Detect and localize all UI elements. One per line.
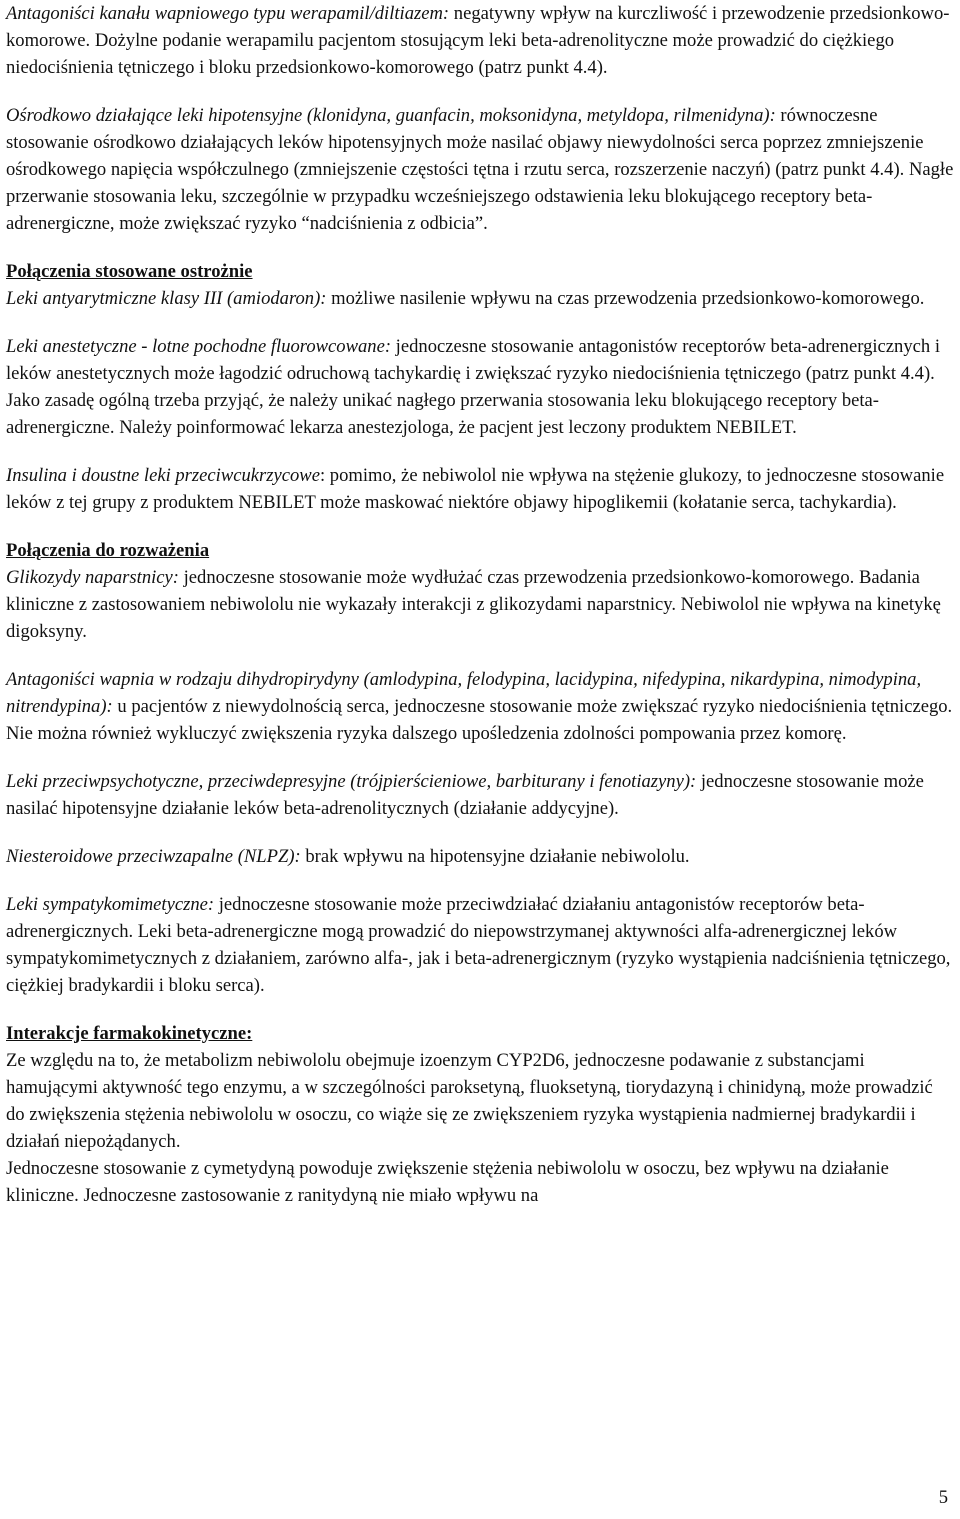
paragraph-antipsychotics [6, 768, 956, 822]
drug-class-label: Leki sympatykomimetyczne: [6, 894, 215, 915]
drug-class-label: Leki anestetyczne - lotne pochodne fluorowcowane: [6, 336, 392, 357]
paragraph-central-antihypertensives [6, 102, 956, 237]
paragraph-text: jednoczesne stosowanie może nasilać hipotensyjne działanie leków beta-adrenolitycznych (działanie addycyjne). [6, 771, 924, 819]
section-heading-pharmacokinetic: Interakcje farmakokinetyczne: [6, 1023, 253, 1044]
paragraph-cimetidine: Jednoczesne stosowanie z cymetydyną powoduje zwiększenie stężenia nebiwololu w osoczu, bez wpływu na działanie kliniczne. Jednoczesne zastosowanie z ranitydyną nie miało wpływu na [6, 1158, 889, 1206]
page-number: 5 [938, 1487, 948, 1508]
paragraph-nsaids [6, 843, 956, 870]
paragraph-text: negatywny wpływ na kurczliwość i przewodzenie przedsionkowo-komorowe. Dożylne podanie werapamilu pacjentom stosującym leki beta-adrenolityczne może prowadzić do ciężkiego niedociśnienia tętniczego i bloku przedsionkowo-komorowego (patrz punkt 4.4). [6, 3, 950, 78]
paragraph-text: : pomimo, że nebiwolol nie wpływa na stężenie glukozy, to jednoczesne stosowanie leków z tej grupy z produktem NEBILET może maskować niektóre objawy hipoglikemii (kołatanie serca, tachykardia). [6, 465, 945, 513]
drug-class-label: Leki antyarytmiczne klasy III (amiodaron): [6, 288, 327, 309]
paragraph-text: jednoczesne stosowanie może wydłużać czas przewodzenia przedsionkowo-komorowego. Badania kliniczne z zastosowaniem nebiwololu nie wykazały interakcji z glikozydami naparstnicy. Nebiwolol nie wpływa na kinetykę digoksyny. [6, 567, 941, 642]
paragraph-antiarrhythmics [6, 285, 956, 312]
paragraph-digitalis [6, 564, 956, 645]
paragraph-text: równoczesne stosowanie ośrodkowo działających leków hipotensyjnych może nasilać objawy niewydolności serca poprzez zmniejszenie ośrodkowego napięcia współczulnego (zmniejszenie częstości tętna i rzutu serca, rozszerzenie naczyń) (patrz punkt 4.4). Nagłe przerwanie stosowania leku, szczególnie w przypadku wcześniejszego odstawienia leku blokującego receptory beta-adrenergiczne, może zwiększać ryzyko “nadciśnienia z odbicia”. [6, 105, 954, 234]
paragraph-dihydropyridines [6, 666, 956, 747]
paragraph-cyp2d6: Ze względu na to, że metabolizm nebiwololu obejmuje izoenzym CYP2D6, jednoczesne podawanie z substancjami hamującymi aktywność tego enzymu, a w szczególności paroksetyną, fluoksetyną, tiorydazyną i chinidyną, może prowadzić do zwiększenia stężenia nebiwololu w osoczu, co wiąże się ze zwiększeniem ryzyka wystąpienia nadmiernej bradykardii i działań niepożądanych. [6, 1050, 933, 1152]
section-heading-caution: Połączenia stosowane ostrożnie [6, 261, 253, 282]
paragraph-sympathomimetics [6, 891, 956, 999]
drug-class-label: Ośrodkowo działające leki hipotensyjne (klonidyna, guanfacin, moksonidyna, metyldopa, rilmenidyna): [6, 105, 776, 126]
section-heading-consider: Połączenia do rozważenia [6, 540, 210, 561]
drug-class-label: Antagoniści kanału wapniowego typu werapamil/diltiazem: [6, 3, 450, 24]
drug-class-label: Glikozydy naparstnicy: [6, 567, 179, 588]
paragraph-anesthetics [6, 333, 956, 441]
paragraph-text: brak wpływu na hipotensyjne działanie nebiwololu. [300, 846, 690, 867]
paragraph-insulin [6, 462, 956, 516]
drug-class-label: Insulina i doustne leki przeciwcukrzycowe [6, 465, 320, 486]
paragraph-text: jednoczesne stosowanie może przeciwdziałać działaniu antagonistów receptorów beta-adrenergicznych. Leki beta-adrenergiczne mogą prowadzić do niepowstrzymanej aktywności alfa-adrenergicznej leków sympatykomimetycznych z działaniem, zarówno alfa-, jak i beta-adrenergicznym (ryzyko wystąpienia nadciśnienia tętniczego, ciężkiej bradykardii i bloku serca). [6, 894, 951, 996]
drug-class-label: Niesteroidowe przeciwzapalne (NLPZ): [6, 846, 301, 867]
drug-class-label: Antagoniści wapnia w rodzaju dihydropirydyny (amlodypina, felodypina, lacidypina, nifedypina, nikardypina, nimodypina, nitrendypina): [6, 669, 922, 717]
drug-class-label: Leki przeciwpsychotyczne, przeciwdepresyjne (trójpierścieniowe, barbiturany i fenotiazyny): [6, 771, 697, 792]
paragraph-calcium-antagonists-verapamil [6, 0, 956, 81]
document-page [6, 0, 956, 1209]
paragraph-text: jednoczesne stosowanie antagonistów receptorów beta-adrenergicznych i leków anestetycznych może łagodzić odruchową tachykardię i zwiększać ryzyko niedociśnienia tętniczego (patrz punkt 4.4). Jako zasadę ogólną trzeba przyjąć, że należy unikać nagłego przerwania stosowania leku blokującego receptory beta-adrenergiczne. Należy poinformować lekarza anestezjologa, że pacjent jest leczony produktem NEBILET. [6, 336, 941, 438]
paragraph-text: możliwe nasilenie wpływu na czas przewodzenia przedsionkowo-komorowego. [326, 288, 925, 309]
paragraph-text: u pacjentów z niewydolnością serca, jednoczesne stosowanie może zwiększać ryzyko niedociśnienia tętniczego. Nie można również wykluczyć zwiększenia ryzyka dalszego upośledzenia zdolności pompowania przez komorę. [6, 696, 953, 744]
